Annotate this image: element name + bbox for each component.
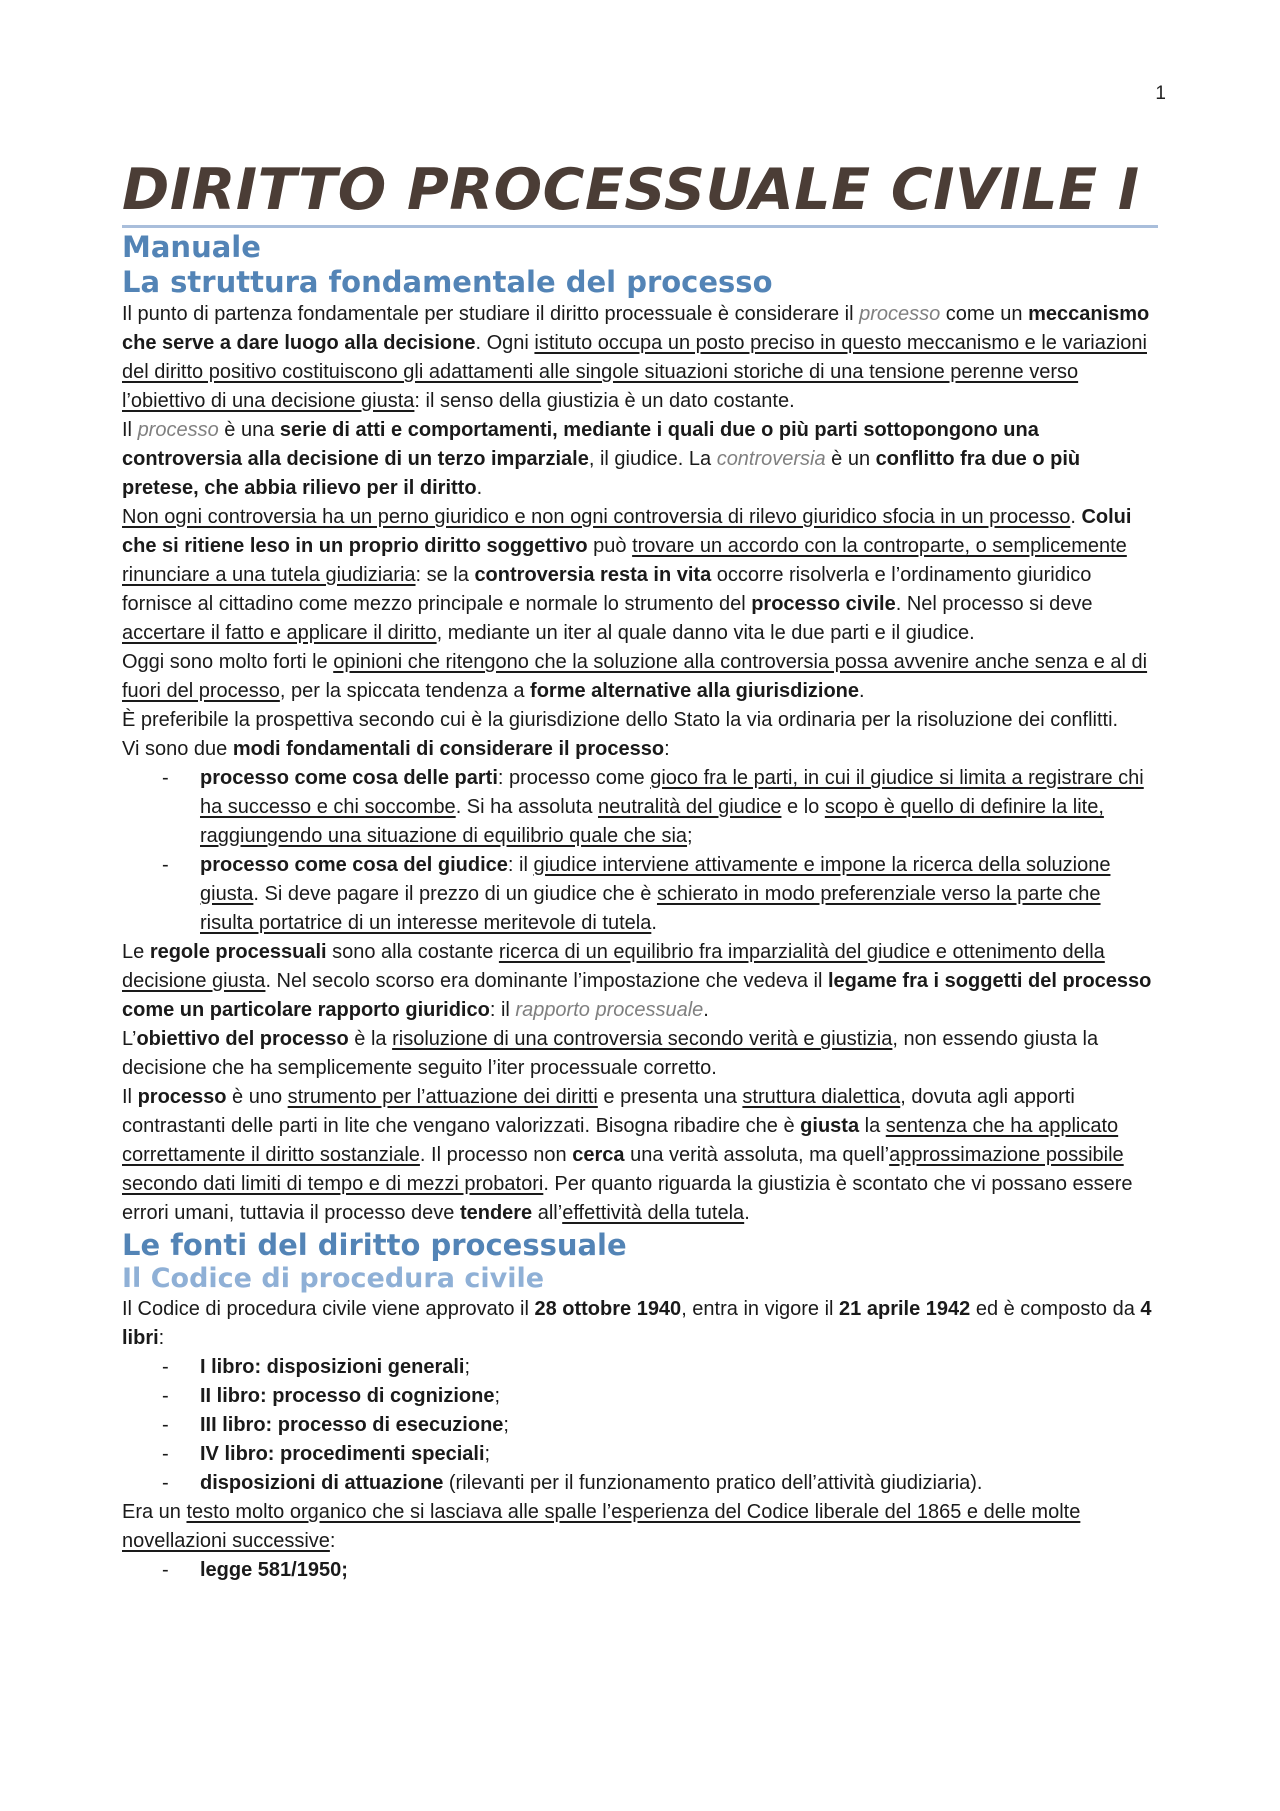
paragraph-definizione-processo: Il processo è una serie di atti e comportamenti, mediante i quali due o più parti sottopongono una controversia alla decisione di un terzo imparziale, il giudice. La controversia è un conflitto fra due o più pretese, che abbia rilievo per il diritto. [122, 419, 1081, 499]
laws-list [122, 1556, 1158, 1585]
paragraph-regole: Le regole processuali sono alla costante ricerca di un equilibrio fra imparzialità del giudice e ottenimento della decisione giusta. Nel secolo scorso era dominante l’impostazione che vedeva il legame fra i soggetti del processo come un particolare rapporto giuridico: il rapporto processuale. [122, 941, 1152, 1021]
paragraph-prospettiva: È preferibile la prospettiva secondo cui è la giurisdizione dello Stato la via ordinaria per la risoluzione dei conflitti. [122, 709, 1119, 731]
list-item: - IV libro: procedimenti speciali; [200, 1440, 1158, 1469]
list-item: - disposizioni di attuazione (rilevanti per il funzionamento pratico dell’attività giudiziaria). [200, 1469, 1158, 1498]
page-number: 1 [1155, 83, 1166, 104]
document-title: DIRITTO PROCESSUALE CIVILE I [122, 157, 1140, 223]
heading-codice: Il Codice di procedura civile [122, 1263, 545, 1294]
title-underline [122, 225, 1158, 228]
modes-list [122, 764, 1158, 938]
list-item: - processo come cosa del giudice: il giudice interviene attivamente e impone la ricerca della soluzione giusta. Si deve pagare il prezzo di un giudice che è schierato in modo preferenziale verso la parte che risulta portatrice di un interesse meritevole di tutela. [200, 851, 1158, 938]
heading-struttura: La struttura fondamentale del processo [122, 265, 773, 299]
paragraph-codice: Il Codice di procedura civile viene approvato il 28 ottobre 1940, entra in vigore il 21 aprile 1942 ed è composto da 4 libri: [122, 1298, 1152, 1349]
list-item: - III libro: processo di esecuzione; [200, 1411, 1158, 1440]
list-item: - I libro: disposizioni generali; [200, 1353, 1158, 1382]
paragraph-obiettivo: L’obiettivo del processo è la risoluzione di una controversia secondo verità e giustizia, non essendo giusta la decisione che ha semplicemente seguito l’iter processuale corretto. [122, 1028, 1099, 1079]
paragraph-modi: Vi sono due modi fondamentali di considerare il processo: [122, 738, 670, 760]
paragraph-controversia: Non ogni controversia ha un perno giuridico e non ogni controversia di rilevo giuridico sfocia in un processo. Colui che si ritiene leso in un proprio diritto soggettivo può trovare un accordo con la controparte, o semplicemente rinunciare a una tutela giudiziaria: se la controversia resta in vita occorre risolverla e l’ordinamento giuridico fornisce al cittadino come mezzo principale e normale lo strumento del processo civile. Nel processo si deve accertare il fatto e applicare il diritto, mediante un iter al quale danno vita le due parti e il giudice. [122, 506, 1132, 644]
list-item: - legge 581/1950; [200, 1556, 1158, 1585]
list-item: - II libro: processo di cognizione; [200, 1382, 1158, 1411]
heading-manuale: Manuale [122, 230, 261, 264]
paragraph-punto-di-partenza: Il punto di partenza fondamentale per studiare il diritto processuale è considerare il processo come un meccanismo che serve a dare luogo alla decisione. Ogni istituto occupa un posto preciso in questo meccanismo e le variazioni del diritto positivo costituiscono gli adattamenti alle singole situazioni storiche di una tensione perenne verso l’obiettivo di una decisione giusta: il senso della giustizia è un dato costante. [122, 303, 1150, 412]
heading-fonti: Le fonti del diritto processuale [122, 1228, 627, 1262]
paragraph-opinioni: Oggi sono molto forti le opinioni che ritengono che la soluzione alla controversia possa avvenire anche senza e al di fuori del processo, per la spiccata tendenza a forme alternative alla giurisdizione. [122, 651, 1148, 702]
books-list [122, 1353, 1158, 1498]
paragraph-testo-organico: Era un testo molto organico che si lasciava alle spalle l’esperienza del Codice liberale del 1865 e delle molte novellazioni successive: [122, 1501, 1081, 1552]
list-item: - processo come cosa delle parti: processo come gioco fra le parti, in cui il giudice si limita a registrare chi ha successo e chi soccombe. Si ha assoluta neutralità del giudice e lo scopo è quello di definire la lite, raggiungendo una situazione di equilibrio quale che sia; [200, 764, 1158, 851]
paragraph-strumento: Il processo è uno strumento per l’attuazione dei diritti e presenta una struttura dialettica, dovuta agli apporti contrastanti delle parti in lite che vengano valorizzati. Bisogna ribadire che è giusta la sentenza che ha applicato correttamente il diritto sostanziale. Il processo non cerca una verità assoluta, ma quell’approssimazione possibile secondo dati limiti di tempo e di mezzi probatori. Per quanto riguarda la giustizia è scontato che vi possano essere errori umani, tuttavia il processo deve tendere all’effettività della tutela. [122, 1086, 1133, 1224]
